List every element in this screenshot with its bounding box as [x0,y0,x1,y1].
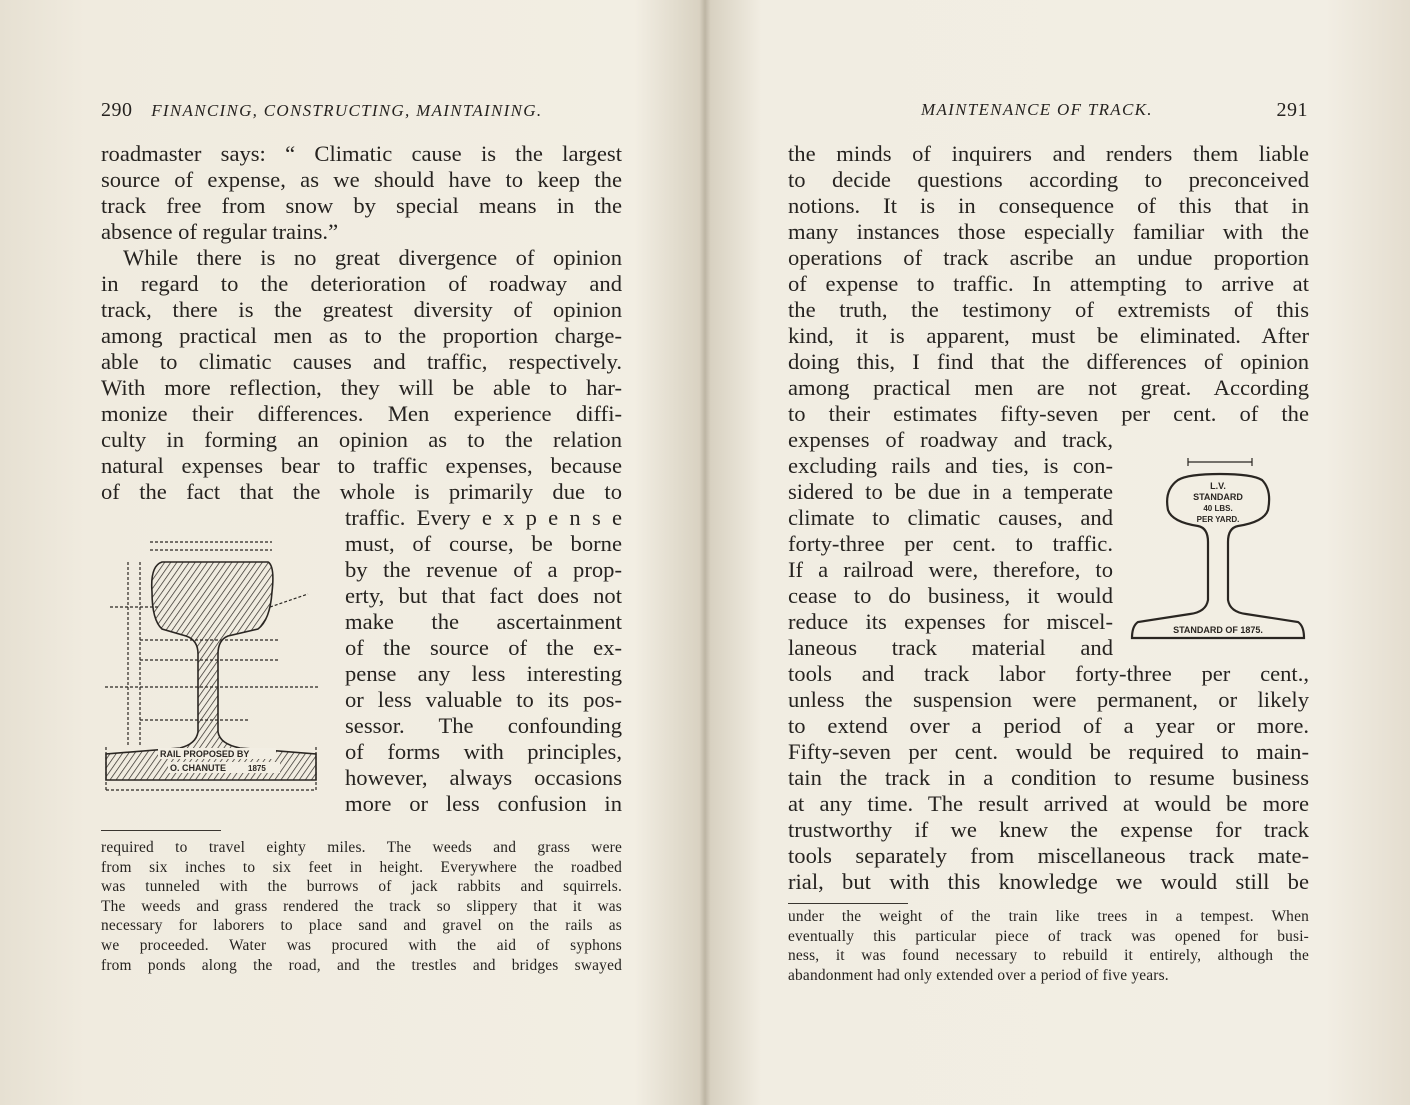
text-line: of forms with principles, [345,739,622,764]
text-line: doing this, I find that the differences of opinion [788,349,1309,374]
text-line: traffic. Every e x p e n s e [345,505,622,530]
text-line: of the fact that the whole is primarily due to [101,479,622,504]
footnote-line: from six inches to six feet in height. Everywhere the roadbed [101,858,622,876]
text-line: track free from snow by special means in the [101,193,622,218]
text-line: able to climatic causes and traffic, respectively. [101,349,622,374]
text-line: of the source of the ex- [345,635,622,660]
left-page-number: 290 [101,99,133,121]
figure-label: STANDARD [1193,492,1243,502]
text-line: culty in forming an opinion as to the relation [101,427,622,452]
text-line: to extend over a period of a year or more. [788,713,1309,738]
right-footnote [788,907,1309,985]
left-page-header [101,99,621,125]
text-line: climate to climatic causes, and [788,505,1113,530]
text-line: Fifty-seven per cent. would be required to main- [788,739,1309,764]
text-line: tools separately from miscellaneous track mate- [788,843,1309,868]
rail-section-figure-chanute [100,532,322,800]
text-line: kind, it is apparent, must be eliminated. After [788,323,1309,348]
figure-label: 1875 [248,764,266,773]
text-line: the minds of inquirers and renders them liable [788,141,1309,166]
figure-label: PER YARD. [1196,515,1240,524]
right-body-text-continued [788,661,1309,895]
text-line: roadmaster says: “ Climatic cause is the largest [101,141,622,166]
footnote-line: we proceeded. Water was procured with the aid of syphons [101,936,622,954]
footnote-line: eventually this particular piece of track was opened for busi- [788,927,1309,945]
text-line: natural expenses bear to traffic expenses, because [101,453,622,478]
text-line: the truth, the testimony of extremists of this [788,297,1309,322]
text-line: operations of track ascribe an undue proportion [788,245,1309,270]
text-line: however, always occasions [345,765,622,790]
figure-label: L.V. [1210,481,1226,491]
text-line: notions. It is in consequence of this that in [788,193,1309,218]
text-line: many instances those especially familiar with the [788,219,1309,244]
figure-label: STANDARD OF 1875. [1173,625,1263,635]
text-line: sidered to be due in a temperate [788,479,1113,504]
footnote-line: from ponds along the road, and the trestles and bridges swayed [101,956,622,974]
text-line: With more reflection, they will be able to har- [101,375,622,400]
text-line: erty, but that fact does not [345,583,622,608]
text-line: tools and track labor forty-three per cent., [788,661,1309,686]
text-line: unless the suspension were permanent, or likely [788,687,1309,712]
text-line: to decide questions according to preconceived [788,167,1309,192]
text-line: make the ascertainment [345,609,622,634]
text-line: or less valuable to its pos- [345,687,622,712]
footnote-line: necessary for laborers to place sand and gravel on the rails as [101,917,622,935]
footnote-line: under the weight of the train like trees in a tempest. When [788,908,1309,925]
footnote-line: was tunneled with the burrows of jack rabbits and squirrels. [101,878,622,896]
footnote-line: The weeds and grass rendered the track so slippery that it was [101,897,622,915]
text-line: expenses of roadway and track, [788,427,1113,452]
text-line: monize their differences. Men experience diffi- [101,401,622,426]
text-line: laneous track material and [788,635,1113,660]
footnote-line: required to travel eighty miles. The weeds and grass were [101,839,622,856]
right-running-head: MAINTENANCE OF TRACK. [921,100,1153,119]
text-line: cease to do business, it would [788,583,1113,608]
right-body-text [788,141,1309,427]
left-page [0,0,704,1105]
text-line: excluding rails and ties, is con- [788,453,1113,478]
footnote-rule [101,830,221,831]
text-line: reduce its expenses for miscel- [788,609,1113,634]
text-line: among practical men as to the proportion charge- [101,323,622,348]
text-line: track, there is the greatest diversity of opinion [101,297,622,322]
footnote-rule [788,903,908,904]
text-line: absence of regular trains.” [101,219,339,244]
text-line: rial, but with this knowledge we would still be [788,869,1309,894]
figure-label: 40 LBS. [1203,504,1233,513]
left-body-text [101,141,622,505]
text-line: at any time. The result arrived at would be more [788,791,1309,816]
left-footnote [101,838,622,975]
right-page-header [786,99,1308,125]
left-wrapped-text [345,505,622,817]
text-line: of expense to traffic. In attempting to arrive at [788,271,1309,296]
text-line: by the revenue of a prop- [345,557,622,582]
text-line: If a railroad were, therefore, to [788,557,1113,582]
text-line: trustworthy if we knew the expense for track [788,817,1309,842]
text-line: must, of course, be borne [345,531,622,556]
footnote-line: abandonment had only extended over a period of five years. [788,966,1169,984]
rail-section-figure-lv-standard [1128,450,1308,646]
text-line: forty-three per cent. to traffic. [788,531,1113,556]
text-line: tain the track in a condition to resume business [788,765,1309,790]
text-line: While there is no great divergence of opinion [123,245,622,270]
right-wrapped-text [788,427,1113,661]
left-running-head: FINANCING, CONSTRUCTING, MAINTAINING. [151,101,543,120]
figure-label: O. CHANUTE [170,763,226,773]
figure-label: RAIL PROPOSED BY [160,749,250,759]
text-line: source of expense, as we should have to keep the [101,167,622,192]
text-line: sessor. The confounding [345,713,622,738]
text-line: among practical men are not great. According [788,375,1309,400]
rail-profile [106,562,316,780]
footnote-line: ness, it was found necessary to rebuild it entirely, although the [788,947,1309,965]
text-line: in regard to the deterioration of roadway and [101,271,622,296]
text-line: to their estimates fifty-seven per cent. of the [788,401,1309,426]
right-page-number: 291 [1276,99,1308,121]
text-line: more or less confusion in [345,791,622,816]
text-line: pense any less interesting [345,661,622,686]
